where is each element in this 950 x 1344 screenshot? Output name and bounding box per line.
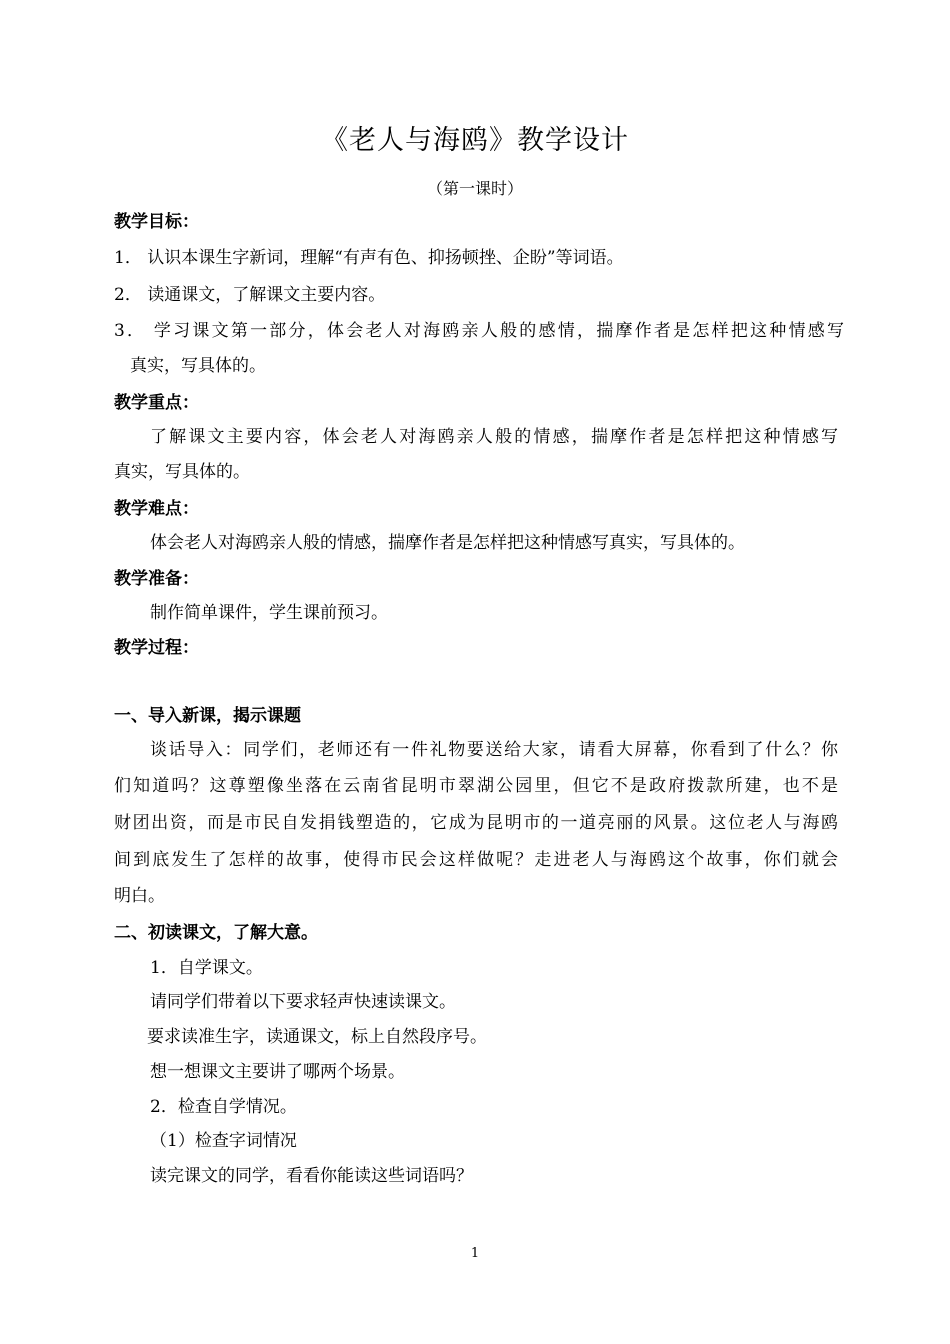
lesson-subtitle: （第一课时） (426, 179, 523, 198)
step-2-question: 想一想课文主要讲了哪两个场景。 (150, 1062, 405, 1082)
step-2-item-2: 2．检查自学情况。 (150, 1097, 297, 1117)
step-heading-1: 一、导入新课，揭示课题 (114, 706, 301, 726)
step-2-sub-item-1: （1）检查字词情况 (150, 1131, 297, 1151)
objective-item-3: 3． 学习课文第一部分，体会老人对海鸥亲人般的感情，揣摩作者是怎样把这种情感写 (114, 321, 844, 341)
intro-paragraph-line-2: 们知道吗？这尊塑像坐落在云南省昆明市翠湖公园里，但它不是政府拨款所建，也不是 (114, 776, 838, 796)
step-2-requirement: 要求读准生字，读通课文，标上自然段序号。 (147, 1027, 487, 1047)
objective-item-2: 2． 读通课文，了解课文主要内容。 (114, 285, 386, 305)
key-points-text-cont: 真实，写具体的。 (114, 462, 250, 482)
key-points-text: 了解课文主要内容，体会老人对海鸥亲人般的情感，揣摩作者是怎样把这种情感写 (150, 427, 838, 447)
intro-paragraph-line-3: 财团出资，而是市民自发捐钱塑造的，它成为昆明市的一道亮丽的风景。这位老人与海鸥 (114, 813, 838, 833)
intro-paragraph-line-4: 间到底发生了怎样的故事，使得市民会这样做呢？走进老人与海鸥这个故事，你们就会 (114, 850, 838, 870)
step-2-item-1: 1．自学课文。 (150, 958, 263, 978)
section-heading-difficulties: 教学难点： (114, 499, 199, 519)
page-number: 1 (470, 1246, 480, 1261)
intro-paragraph-line-5: 明白。 (114, 886, 165, 906)
document-title: 《老人与海鸥》教学设计 (321, 125, 629, 156)
preparation-text: 制作简单课件，学生课前预习。 (150, 603, 388, 623)
difficulties-text: 体会老人对海鸥亲人般的情感，揣摩作者是怎样把这种情感写真实，写具体的。 (150, 533, 745, 553)
objective-item-3-cont: 真实，写具体的。 (130, 356, 266, 376)
section-heading-key-points: 教学重点： (114, 393, 199, 413)
step-heading-2: 二、初读课文，了解大意。 (114, 923, 318, 943)
step-2-prompt: 读完课文的同学，看看你能读这些词语吗？ (150, 1166, 473, 1186)
step-2-instruction: 请同学们带着以下要求轻声快速读课文。 (150, 992, 456, 1012)
section-heading-objectives: 教学目标： (114, 212, 199, 232)
section-heading-process: 教学过程： (114, 638, 199, 658)
section-heading-preparation: 教学准备： (114, 569, 199, 589)
objective-item-1: 1． 认识本课生字新词，理解“有声有色、抑扬顿挫、企盼”等词语。 (114, 248, 624, 268)
intro-paragraph-line-1: 谈话导入：同学们，老师还有一件礼物要送给大家，请看大屏幕，你看到了什么？你 (150, 740, 838, 760)
